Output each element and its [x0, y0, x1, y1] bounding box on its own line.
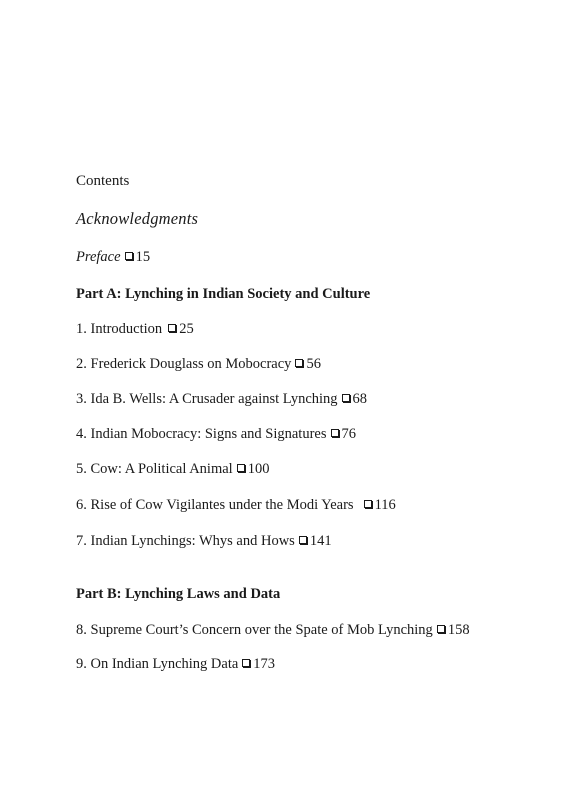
toc-entry-page: 25: [179, 321, 194, 337]
toc-entry-title: 6. Rise of Cow Vigilantes under the Modi Years: [76, 497, 354, 513]
checkbox-bullet-icon: [364, 500, 372, 508]
toc-entry-page: 116: [374, 497, 396, 513]
part-a-heading: Part A: Lynching in Indian Society and Culture: [76, 286, 371, 302]
checkbox-bullet-icon: [237, 464, 245, 472]
toc-entry-page: 158: [447, 622, 470, 638]
toc-entry-title: 8. Supreme Court’s Concern over the Spate of Mob Lynching: [76, 622, 433, 638]
part-b-heading: Part B: Lynching Laws and Data: [76, 586, 281, 602]
toc-entry-2: [76, 355, 321, 373]
toc-entry-title: 7. Indian Lynchings: Whys and Hows: [76, 533, 295, 549]
checkbox-bullet-icon: [242, 659, 250, 667]
checkbox-bullet-icon: [437, 625, 445, 633]
toc-entry-title: 1. Introduction: [76, 321, 163, 337]
acknowledgments-entry: Acknowledgments: [76, 209, 199, 228]
toc-entry-5: [76, 460, 269, 478]
toc-entry-title: 4. Indian Mobocracy: Signs and Signatures: [76, 426, 327, 442]
toc-entry-page: 100: [247, 461, 270, 477]
toc-entry-page: 173: [253, 656, 276, 672]
preface-entry: [76, 248, 150, 266]
checkbox-bullet-icon: [168, 324, 176, 332]
toc-entry-title: 9. On Indian Lynching Data: [76, 656, 239, 672]
checkbox-bullet-icon: [295, 359, 303, 367]
toc-entry-page: 68: [352, 391, 368, 407]
toc-entry-7: [76, 532, 332, 550]
toc-entry-8: [76, 621, 470, 639]
toc-entry-title: 2. Frederick Douglass on Mobocracy: [76, 356, 292, 372]
checkbox-bullet-icon: [331, 429, 339, 437]
toc-entry-page: 141: [309, 533, 332, 549]
checkbox-bullet-icon: [299, 536, 307, 544]
toc-entry-title: 3. Ida B. Wells: A Crusader against Lynching: [76, 391, 338, 407]
checkbox-bullet-icon: [342, 394, 350, 402]
toc-entry-title: 5. Cow: A Political Animal: [76, 461, 233, 477]
toc-entry-page: 56: [306, 356, 321, 372]
preface-title: Preface: [76, 249, 121, 265]
contents-heading: Contents: [76, 173, 130, 189]
toc-entry-4: [76, 425, 356, 443]
toc-entry-page: 76: [341, 426, 356, 442]
toc-entry-6: [76, 496, 396, 514]
toc-entry-3: [76, 390, 367, 408]
preface-page: 15: [135, 249, 151, 265]
toc-entry-1: [76, 320, 194, 338]
toc-entry-9: [76, 655, 275, 673]
checkbox-bullet-icon: [125, 252, 133, 260]
